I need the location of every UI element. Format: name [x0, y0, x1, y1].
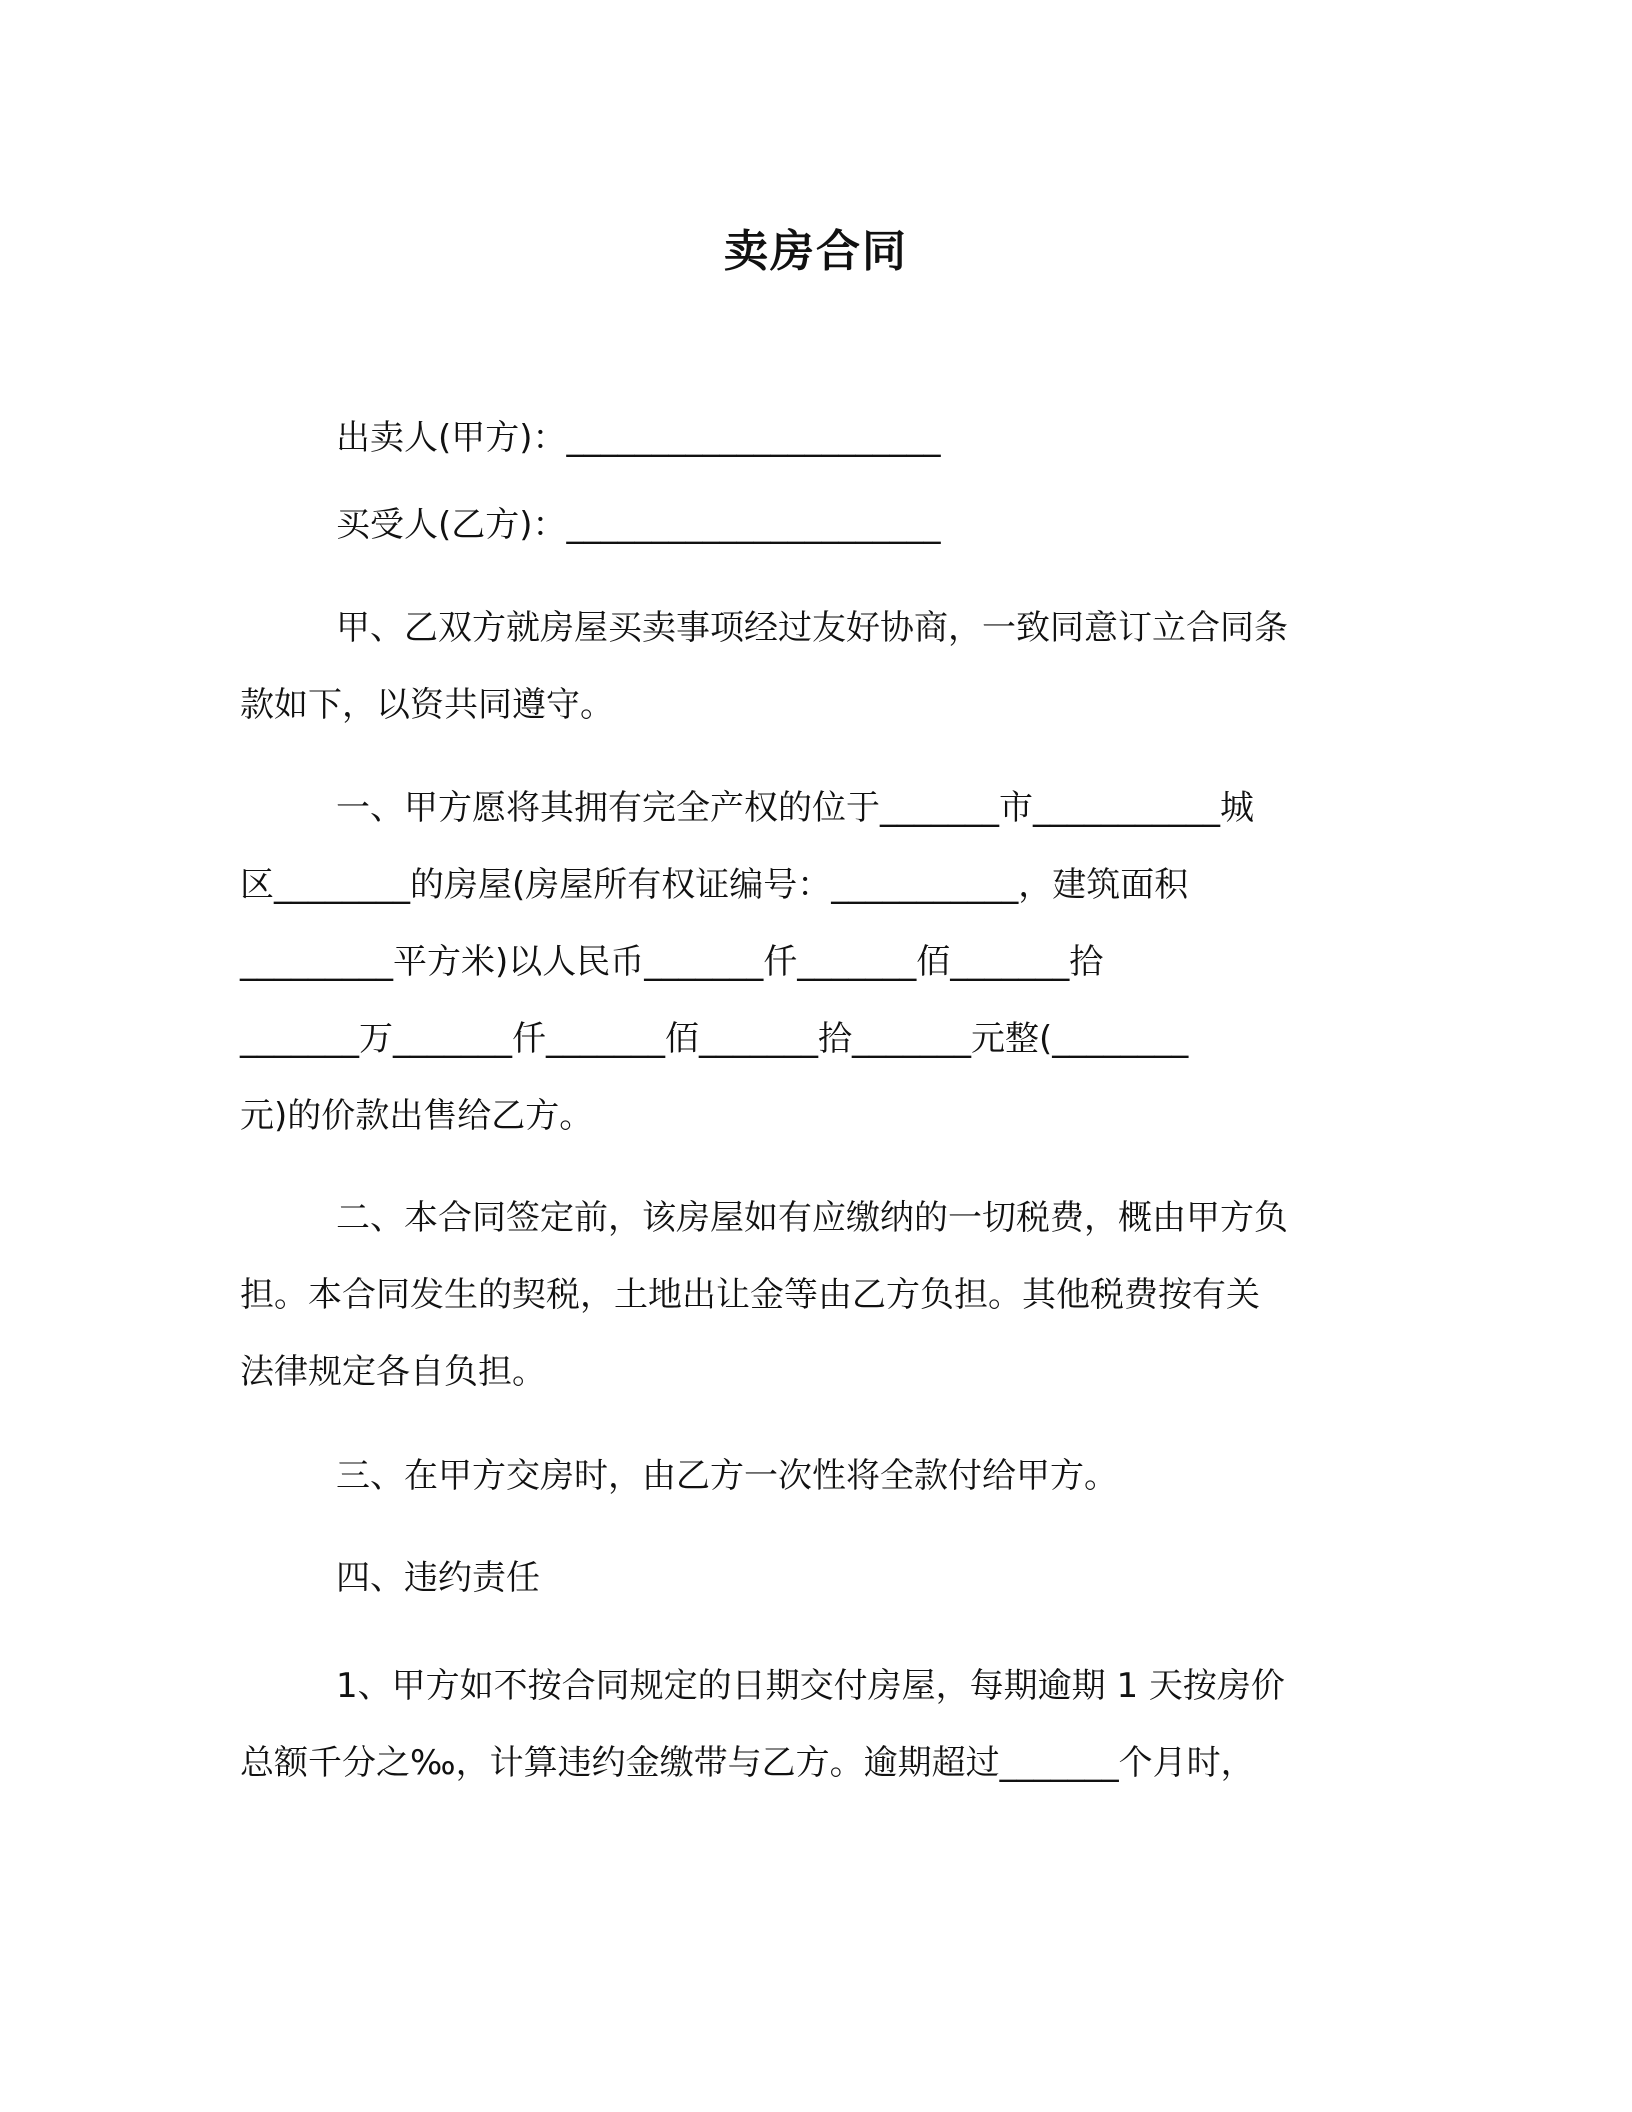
intro-paragraph [240, 590, 1390, 744]
clause-1-line-5: 元)的价款出售给乙方。 [240, 1096, 594, 1136]
clause-1-line-3: _________平方米)以人民币_______仟_______佰_______拾 [240, 942, 1104, 982]
clause-2-paragraph [240, 1180, 1390, 1411]
intro-line-2: 款如下，以资共同遵守。 [240, 685, 614, 725]
document-title: 卖房合同 [724, 226, 908, 277]
intro-line-1: 甲、乙双方就房屋买卖事项经过友好协商，一致同意订立合同条 [336, 608, 1288, 648]
clause-3-line: 三、在甲方交房时，由乙方一次性将全款付给甲方。 [336, 1456, 1118, 1496]
seller-field [240, 400, 1390, 477]
clause-4-1-line-1: 1、甲方如不按合同规定的日期交付房屋，每期逾期 1 天按房价 [336, 1666, 1285, 1706]
clause-2-line-2: 担。本合同发生的契税，土地出让金等由乙方负担。其他税费按有关 [240, 1275, 1260, 1315]
clause-1-line-2: 区________的房屋(房屋所有权证编号：___________，建筑面积 [240, 865, 1189, 905]
clause-4-heading-text: 四、违约责任 [336, 1558, 540, 1598]
clause-2-line-1: 二、本合同签定前，该房屋如有应缴纳的一切税费，概由甲方负 [336, 1198, 1288, 1238]
clause-4-heading [240, 1540, 1390, 1617]
clause-4-1-line-2: 总额千分之‰，计算违约金缴带与乙方。逾期超过_______个月时， [240, 1743, 1255, 1783]
clause-1-paragraph [240, 770, 1390, 1155]
buyer-label: 买受人(乙方)：______________________ [336, 505, 941, 545]
clause-4-1-paragraph [240, 1648, 1390, 1802]
clause-3-paragraph [240, 1438, 1390, 1515]
clause-1-line-1: 一、甲方愿将其拥有完全产权的位于_______市___________城 [336, 788, 1254, 828]
buyer-field [240, 487, 1390, 564]
clause-2-line-3: 法律规定各自负担。 [240, 1352, 546, 1392]
clause-1-line-4: _______万_______仟_______佰_______拾_______元整(________ [240, 1019, 1189, 1059]
seller-label: 出卖人(甲方)：______________________ [336, 418, 941, 458]
